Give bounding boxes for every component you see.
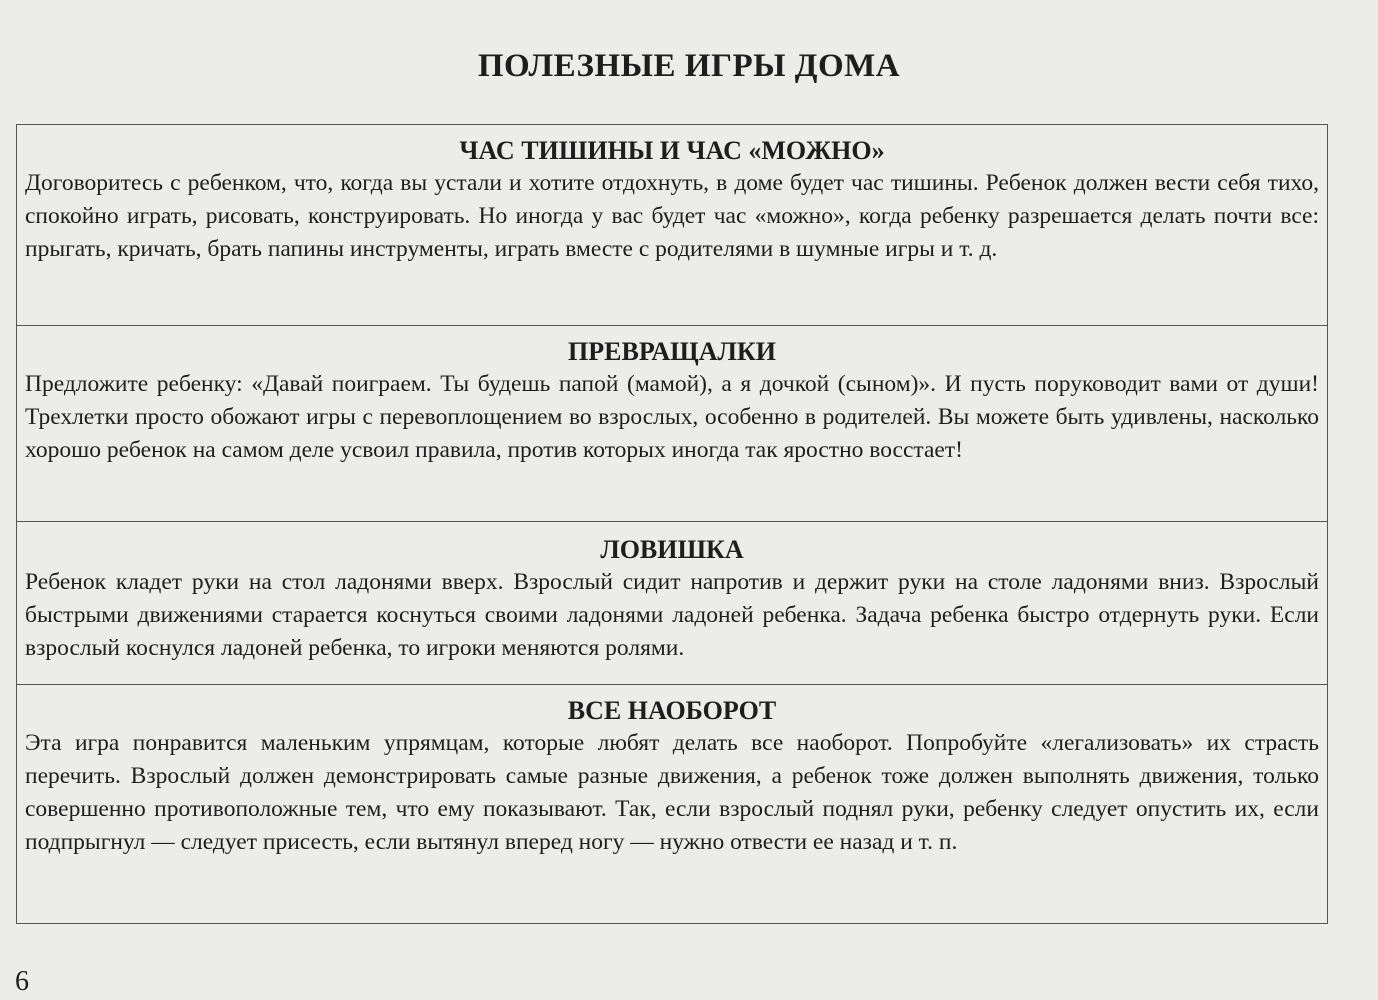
game-description: Ребенок кладет руки на стол ладонями вверх. Взрослый сидит напротив и держит руки на столе ладонями вниз. Взрослый быстрыми движениями старается коснуться своими ладонями ладоней ребенка. Задача ребенка быстро отдернуть руки. Если взрослый коснулся ладоней ребенка, то игроки меняются ролями. bbox=[25, 569, 1319, 661]
game-description: Договоритесь с ребенком, что, когда вы устали и хотите отдохнуть, в доме будет час тишины. Ребенок должен вести себя тихо, спокойно играть, рисовать, конструировать. Но иногда у вас будет час «можно», когда ребенку разрешается делать почти все: прыгать, кричать, брать папины инструменты, играть вместе с родителями в шумные игры и т. д. bbox=[25, 170, 1319, 262]
game-title: ЧАС ТИШИНЫ И ЧАС «МОЖНО» bbox=[459, 136, 885, 165]
game-title: ВСЕ НАОБОРОТ bbox=[567, 696, 777, 725]
games-box bbox=[16, 124, 1328, 924]
game-section-quiet-hour bbox=[17, 125, 1327, 325]
page-title: ПОЛЕЗНЫЕ ИГРЫ ДОМА bbox=[477, 48, 901, 84]
game-section-opposite bbox=[17, 684, 1327, 925]
game-section-catch bbox=[17, 521, 1327, 684]
page-number: 6 bbox=[15, 966, 29, 997]
game-description: Эта игра понравится маленьким упрямцам, которые любят делать все наоборот. Попробуйте «легализовать» их страсть перечить. Взрослый должен демонстрировать самые разные движения, а ребенок тоже должен выполнять движения, только совершенно противоположные тем, что ему показывают. Так, если взрослый поднял руки, ребенку следует опустить их, если подпрыгнул — следует присесть, если вытянул вперед ногу — нужно отвести ее назад и т. п. bbox=[25, 730, 1319, 855]
game-description: Предложите ребенку: «Давай поиграем. Ты будешь папой (мамой), а я дочкой (сыном)». И пусть поруководит вами от души! Трехлетки просто обожают игры с перевоплощением во взрослых, особенно в родителей. Вы можете быть удивлены, насколько хорошо ребенок на самом деле усвоил правила, против которых иногда так яростно восстает! bbox=[25, 371, 1319, 463]
game-section-transformations bbox=[17, 325, 1327, 521]
game-title: ПРЕВРАЩАЛКИ bbox=[568, 337, 776, 366]
game-title: ЛОВИШКА bbox=[600, 535, 744, 564]
